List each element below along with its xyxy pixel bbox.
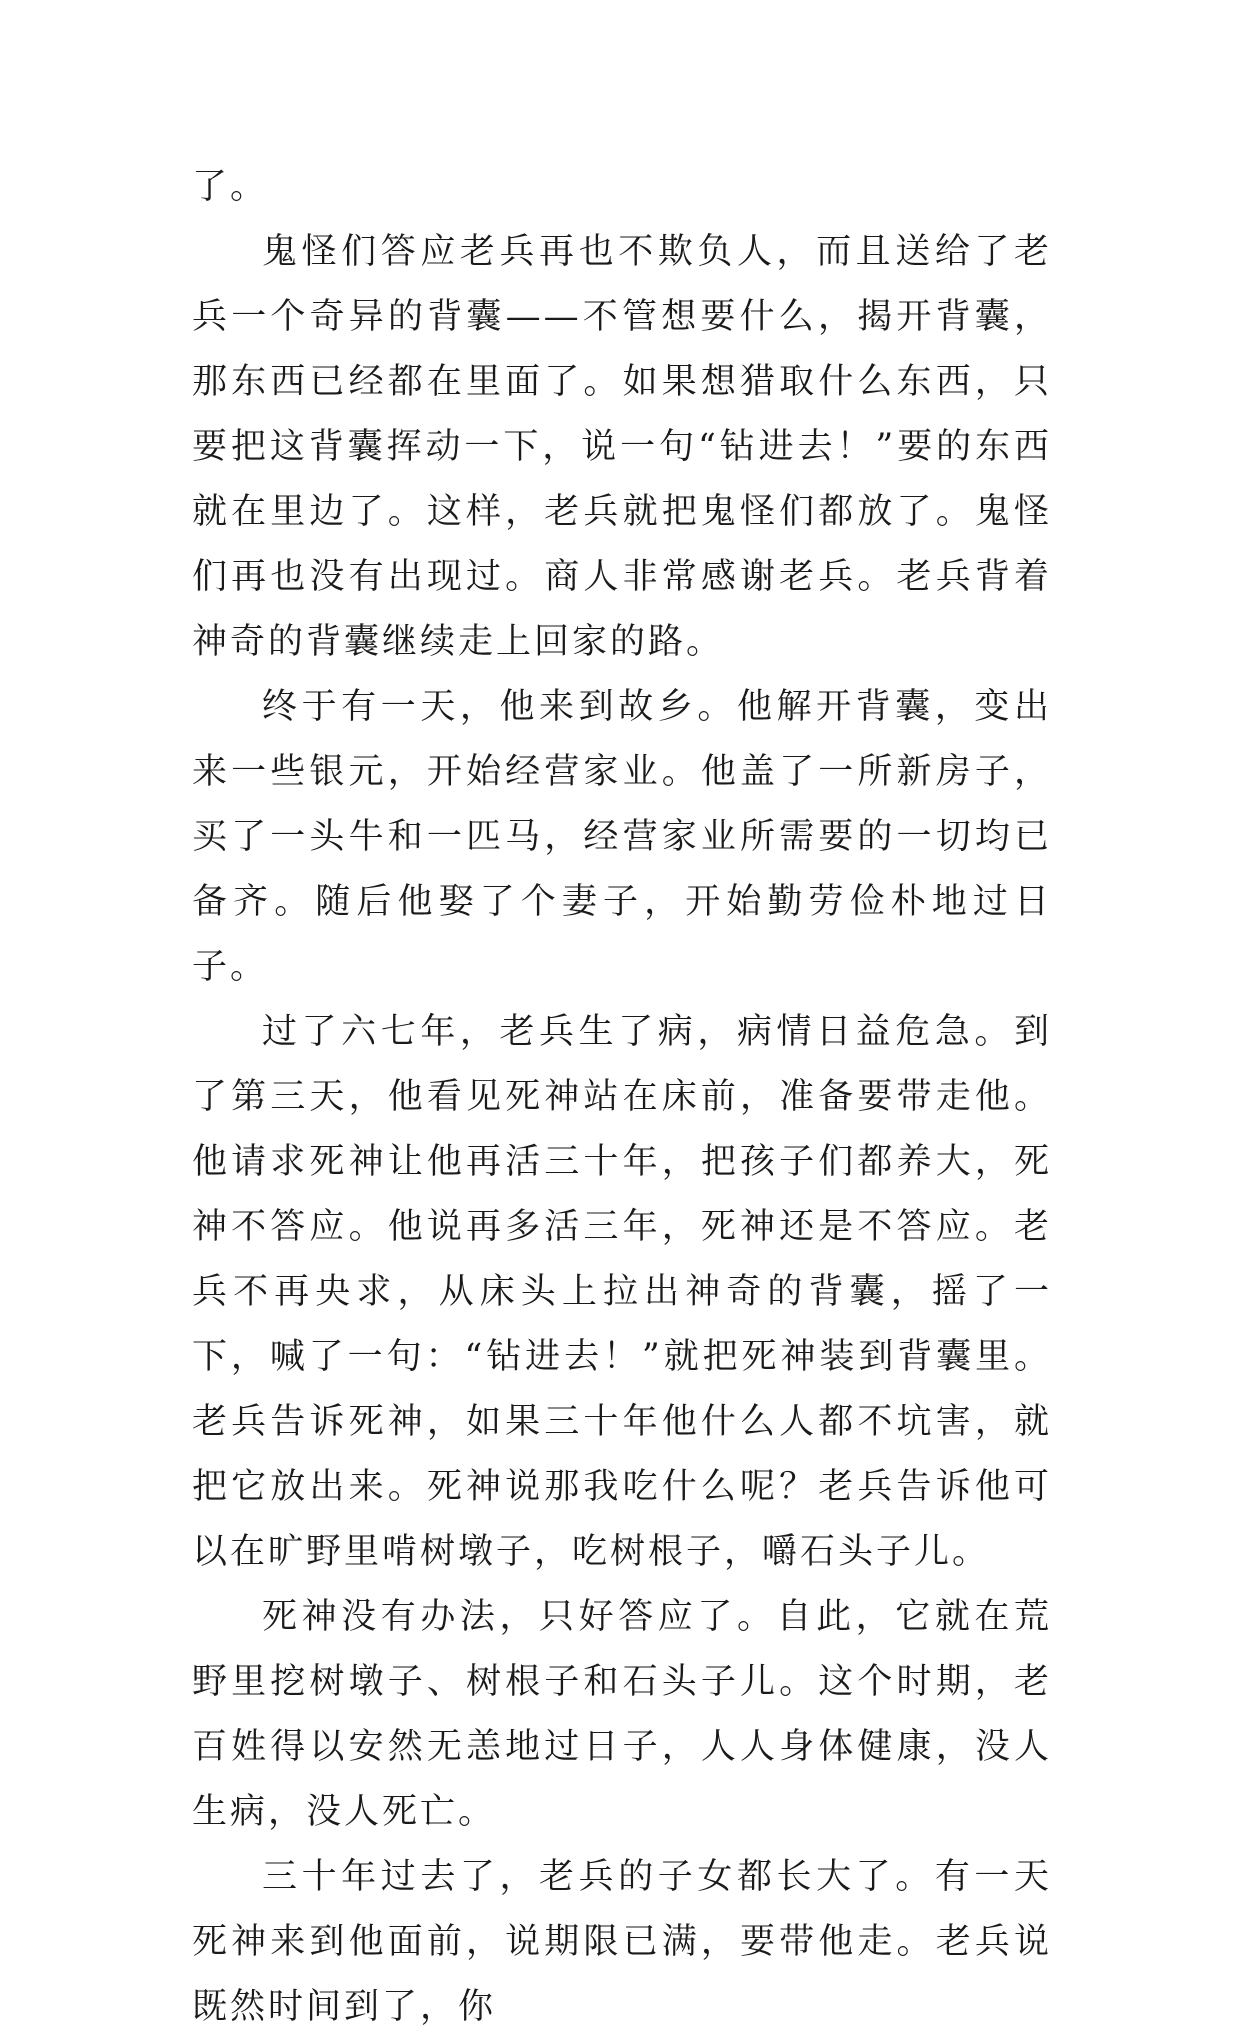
- paragraph: 死神没有办法，只好答应了。自此，它就在荒野里挖树墩子、树根子和石头子儿。这个时期，老百姓得以安然无恙地过日子，人人身体健康，没人生病，没人死亡。: [192, 1597, 1052, 1832]
- paragraph-continued: 了。: [192, 167, 269, 207]
- paragraph: 鬼怪们答应老兵再也不欺负人，而且送给了老兵一个奇异的背囊——不管想要什么，揭开背囊，那东西已经都在里面了。如果想猎取什么东西，只要把这背囊挥动一下，说一句“钻进去！”要的东西就在里边了。这样，老兵就把鬼怪们都放了。鬼怪们再也没有出现过。商人非常感谢老兵。老兵背着神奇的背囊继续走上回家的路。: [192, 232, 1052, 662]
- paragraph: 终于有一天，他来到故乡。他解开背囊，变出来一些银元，开始经营家业。他盖了一所新房子，买了一头牛和一匹马，经营家业所需要的一切均已备齐。随后他娶了个妻子，开始勤劳俭朴地过日子。: [192, 687, 1052, 987]
- paragraph: 过了六七年，老兵生了病，病情日益危急。到了第三天，他看见死神站在床前，准备要带走他。他请求死神让他再活三十年，把孩子们都养大，死神不答应。他说再多活三年，死神还是不答应。老兵不再央求，从床头上拉出神奇的背囊，摇了一下，喊了一句：“钻进去！”就把死神装到背囊里。老兵告诉死神，如果三十年他什么人都不坑害，就把它放出来。死神说那我吃什么呢？老兵告诉他可以在旷野里啃树墩子，吃树根子，嚼石头子儿。: [192, 1012, 1052, 1572]
- paragraph: 三十年过去了，老兵的子女都长大了。有一天死神来到他面前，说期限已满，要带他走。老兵说既然时间到了，你: [192, 1857, 1052, 2027]
- body-text: [192, 155, 1052, 2040]
